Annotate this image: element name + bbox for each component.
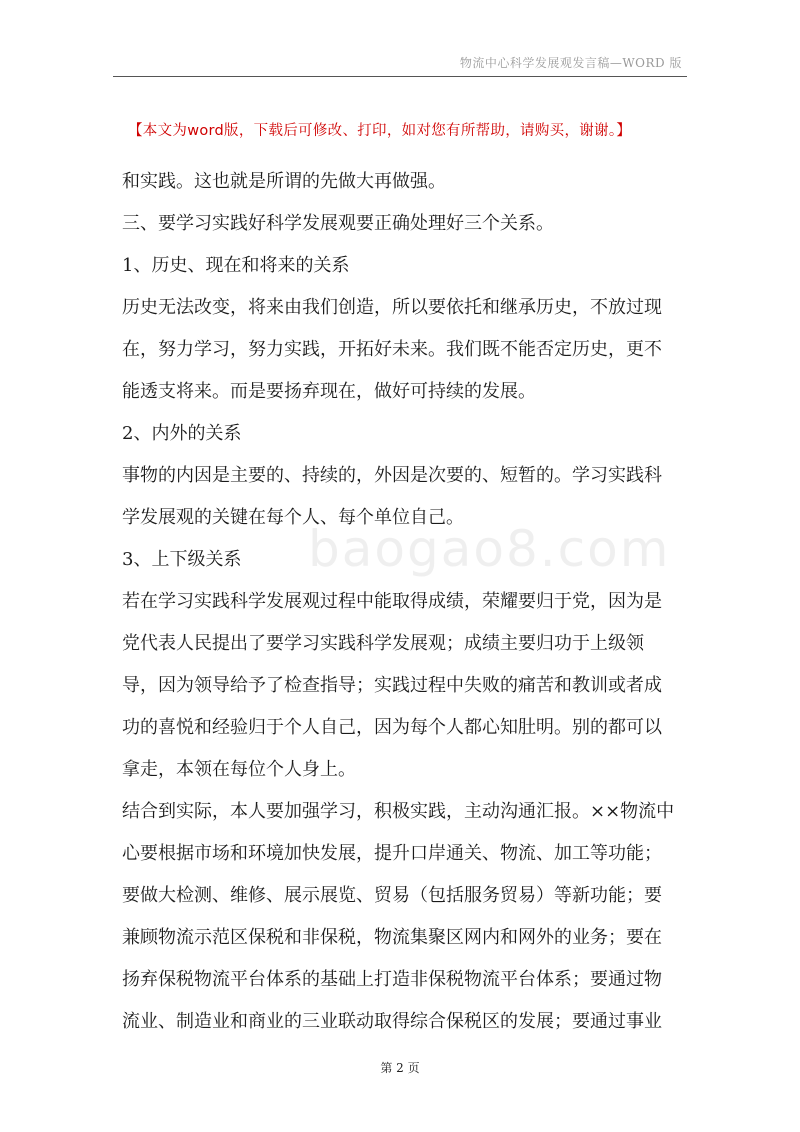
watermark: baogao8.com xyxy=(308,520,671,578)
paragraph-line: 在，努力学习，努力实践，开拓好未来。我们既不能否定历史，更不 xyxy=(122,339,662,360)
paragraph-line: 扬弃保税物流平台体系的基础上打造非保税物流平台体系；要通过物 xyxy=(122,969,662,990)
paragraph-line: 党代表人民提出了要学习实践科学发展观；成绩主要归功于上级领 xyxy=(122,633,644,654)
paragraph-line: 拿走，本领在每位个人身上。 xyxy=(122,759,356,780)
paragraph-line: 学发展观的关键在每个人、每个单位自己。 xyxy=(122,507,464,528)
paragraph-line: 兼顾物流示范区保税和非保税，物流集聚区网内和网外的业务；要在 xyxy=(122,927,662,948)
subsection-heading: 1、历史、现在和将来的关系 xyxy=(122,255,350,276)
subsection-heading: 2、内外的关系 xyxy=(122,423,242,444)
section-heading: 三、要学习实践好科学发展观要正确处理好三个关系。 xyxy=(122,213,554,234)
header-divider xyxy=(113,76,687,77)
document-header-title: 物流中心科学发展观发言稿—WORD 版 xyxy=(459,56,682,70)
purchase-notice: 【本文为word版，下载后可修改、打印，如对您有所帮助，请购买，谢谢。】 xyxy=(128,123,632,139)
paragraph-line: 心要根据市场和环境加快发展，提升口岸通关、物流、加工等功能； xyxy=(122,843,662,864)
paragraph-line: 历史无法改变，将来由我们创造，所以要依托和继承历史，不放过现 xyxy=(122,297,662,318)
paragraph-line: 流业、制造业和商业的三业联动取得综合保税区的发展；要通过事业 xyxy=(122,1011,662,1032)
paragraph-line: 事物的内因是主要的、持续的，外因是次要的、短暂的。学习实践科 xyxy=(122,465,662,486)
paragraph-line: 若在学习实践科学发展观过程中能取得成绩，荣耀要归于党，因为是 xyxy=(122,591,662,612)
paragraph-line: 和实践。这也就是所谓的先做大再做强。 xyxy=(122,171,446,192)
paragraph-line: 功的喜悦和经验归于个人自己，因为每个人都心知肚明。别的都可以 xyxy=(122,717,662,738)
paragraph-line: 结合到实际，本人要加强学习，积极实践，主动沟通汇报。××物流中 xyxy=(122,801,675,822)
paragraph-line: 要做大检测、维修、展示展览、贸易（包括服务贸易）等新功能；要 xyxy=(122,885,662,906)
page-number: 第 2 页 xyxy=(380,1061,420,1075)
paragraph-line: 导，因为领导给予了检查指导；实践过程中失败的痛苦和教训或者成 xyxy=(122,675,662,696)
paragraph-line: 能透支将来。而是要扬弃现在，做好可持续的发展。 xyxy=(122,381,536,402)
subsection-heading: 3、上下级关系 xyxy=(122,549,242,570)
